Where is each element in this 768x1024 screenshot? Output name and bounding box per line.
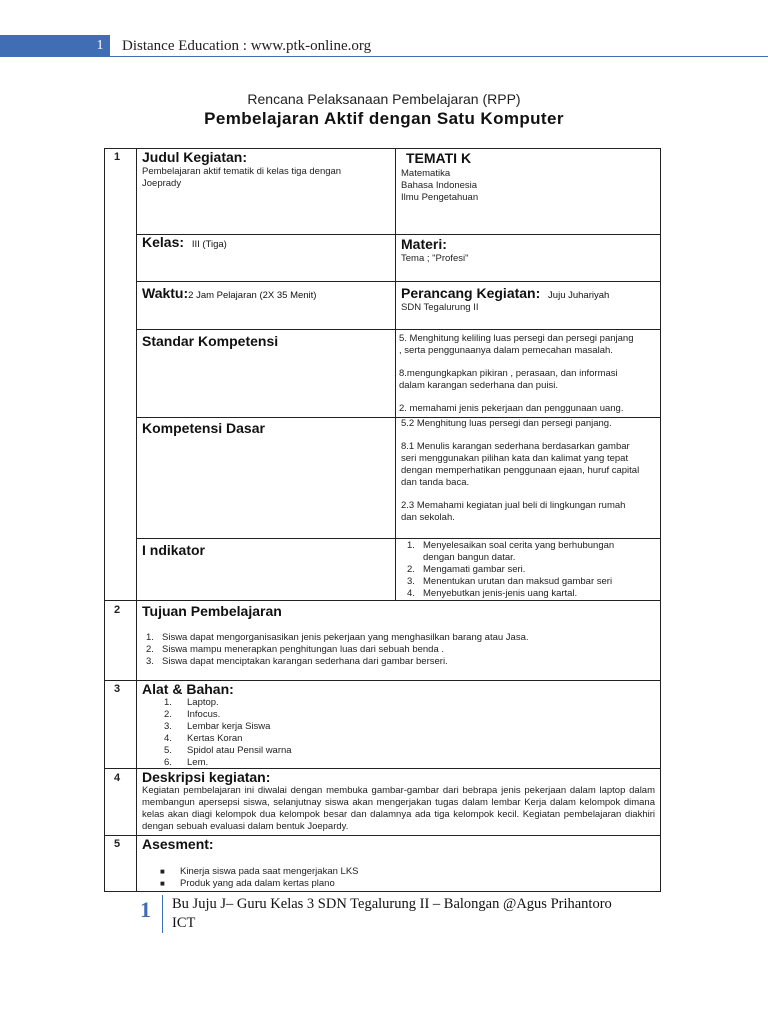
header-site-text: Distance Education : www.ptk-online.org	[122, 38, 372, 54]
deskripsi-label: Deskripsi kegiatan:	[142, 769, 271, 785]
column-divider	[395, 148, 396, 601]
header-rule	[110, 56, 768, 57]
indikator-label: I ndikator	[142, 542, 206, 558]
waktu-field: Waktu:2 Jam Pelajaran (2X 35 Menit)	[142, 285, 317, 301]
bullet-icon: ■	[160, 867, 165, 876]
list-item: 2. Mengamati gambar seri.	[407, 564, 526, 575]
row-divider	[136, 329, 661, 330]
asesment-label: Asesment:	[142, 836, 214, 852]
list-item: 4. Menyebutkan jenis-jenis uang kartal.	[407, 588, 578, 599]
document-title: Pembelajaran Aktif dengan Satu Komputer	[204, 109, 564, 128]
row-number: 2	[114, 604, 121, 616]
document-subtitle: Rencana Pelaksanaan Pembelajaran (RPP)	[247, 91, 521, 107]
row-divider	[104, 600, 661, 601]
list-item: 1. Siswa dapat mengorganisasikan jenis pekerjaan yang menghasilkan barang atau Jasa.	[146, 632, 529, 643]
list-item: ■ Produk yang ada dalam kertas plano	[160, 878, 335, 889]
column-divider	[136, 148, 137, 892]
tujuan-list	[146, 632, 651, 668]
indikator-list	[407, 540, 657, 600]
row-divider	[136, 538, 661, 539]
standar-label: Standar Kompetensi	[142, 333, 279, 349]
header-page-number: 1	[96, 38, 104, 53]
list-item: 3. Siswa dapat menciptakan karangan sederhana dari gambar berseri.	[146, 656, 448, 667]
judul-text: Pembelajaran aktif tematik di kelas tiga dengan Joeprady	[142, 166, 342, 189]
list-item: ■ Kinerja siswa pada saat mengerjakan LKS	[160, 866, 359, 877]
footer-page-number: 1	[140, 897, 151, 922]
list-item: 3. Lembar kerja Siswa	[164, 721, 271, 732]
row-number: 5	[114, 838, 121, 850]
list-item: 4. Kertas Koran	[164, 733, 243, 744]
standar-text: 5. Menghitung keliling luas persegi dan persegi panjang , serta penggunaanya dalam pemecahan masalah. 8.mengungkapkan pikiran , perasaan, dan informasi dalam karangan sederhana dan puisi. 2. memahami jenis pekerjaan dan penggunaan uang.	[399, 333, 634, 414]
tujuan-label: Tujuan Pembelajaran	[142, 603, 282, 619]
list-item: 1. Menyelesaikan soal cerita yang berhubungan dengan bangun datar.	[407, 540, 615, 563]
list-item: 5. Spidol atau Pensil warna	[164, 745, 292, 756]
row-number: 4	[114, 772, 121, 784]
asesment-list	[160, 866, 560, 890]
list-item: 1. Laptop.	[164, 697, 219, 708]
tematik-subjects: Matematika Bahasa Indonesia Ilmu Pengetahuan	[401, 168, 479, 203]
list-item: 3. Menentukan urutan dan maksud gambar seri	[407, 576, 613, 587]
footer-text: Bu Juju J– Guru Kelas 3 SDN Tegalurung II – Balongan @Agus Prihantoro ICT	[172, 896, 612, 931]
row-number: 3	[114, 683, 121, 695]
materi-label: Materi:	[401, 236, 447, 252]
materi-value: Tema ; "Profesi"	[401, 253, 469, 264]
footer-rule	[162, 895, 163, 933]
list-item: 2. Infocus.	[164, 709, 221, 720]
judul-label: Judul Kegiatan:	[142, 149, 248, 165]
deskripsi-text: Kegiatan pembelajaran ini diwalai dengan membuka gambar-gambar dari bebrapa jenis pekerjaan dalam laptop dalam membangun apersepsi siswa, selanjutnay siswa akan mengerjakan tugas dalam lembar Kerja dalam kelompok dimana kelas akan diagi kelompok dua kelompok besar dan dalamnya ada tiga kelompok kecil. Kegiatan pembelajaran diakhiri dengan sebuah evaluasi dalam bentuk Joepardy.	[142, 785, 655, 832]
bullet-icon: ■	[160, 879, 165, 888]
row-divider	[136, 281, 661, 282]
perancang-field: Perancang Kegiatan: Juju Juhariyah	[401, 285, 610, 301]
alat-label: Alat & Bahan:	[142, 681, 234, 697]
kompetensi-label: Kompetensi Dasar	[142, 420, 265, 436]
kelas-field: Kelas: III (Tiga)	[142, 234, 227, 250]
perancang-school: SDN Tegalurung II	[401, 302, 479, 313]
list-item: 2. Siswa mampu menerapkan penghitungan luas dari sebuah benda .	[146, 644, 445, 655]
tematik-label: TEMATI K	[406, 150, 472, 166]
alat-list	[164, 697, 464, 769]
list-item: 6. Lem.	[164, 757, 209, 768]
kompetensi-text: 5.2 Menghitung luas persegi dan persegi panjang. 8.1 Menulis karangan sederhana berdasarkan gambar seri menggunakan pilihan kata dan kalimat yang tepat dengan memperhatikan penggunaan ejaan, huruf capital dan tanda baca. 2.3 Memahami kegiatan jual beli di lingkungan rumah dan sekolah.	[401, 418, 640, 523]
row-number: 1	[114, 151, 121, 163]
